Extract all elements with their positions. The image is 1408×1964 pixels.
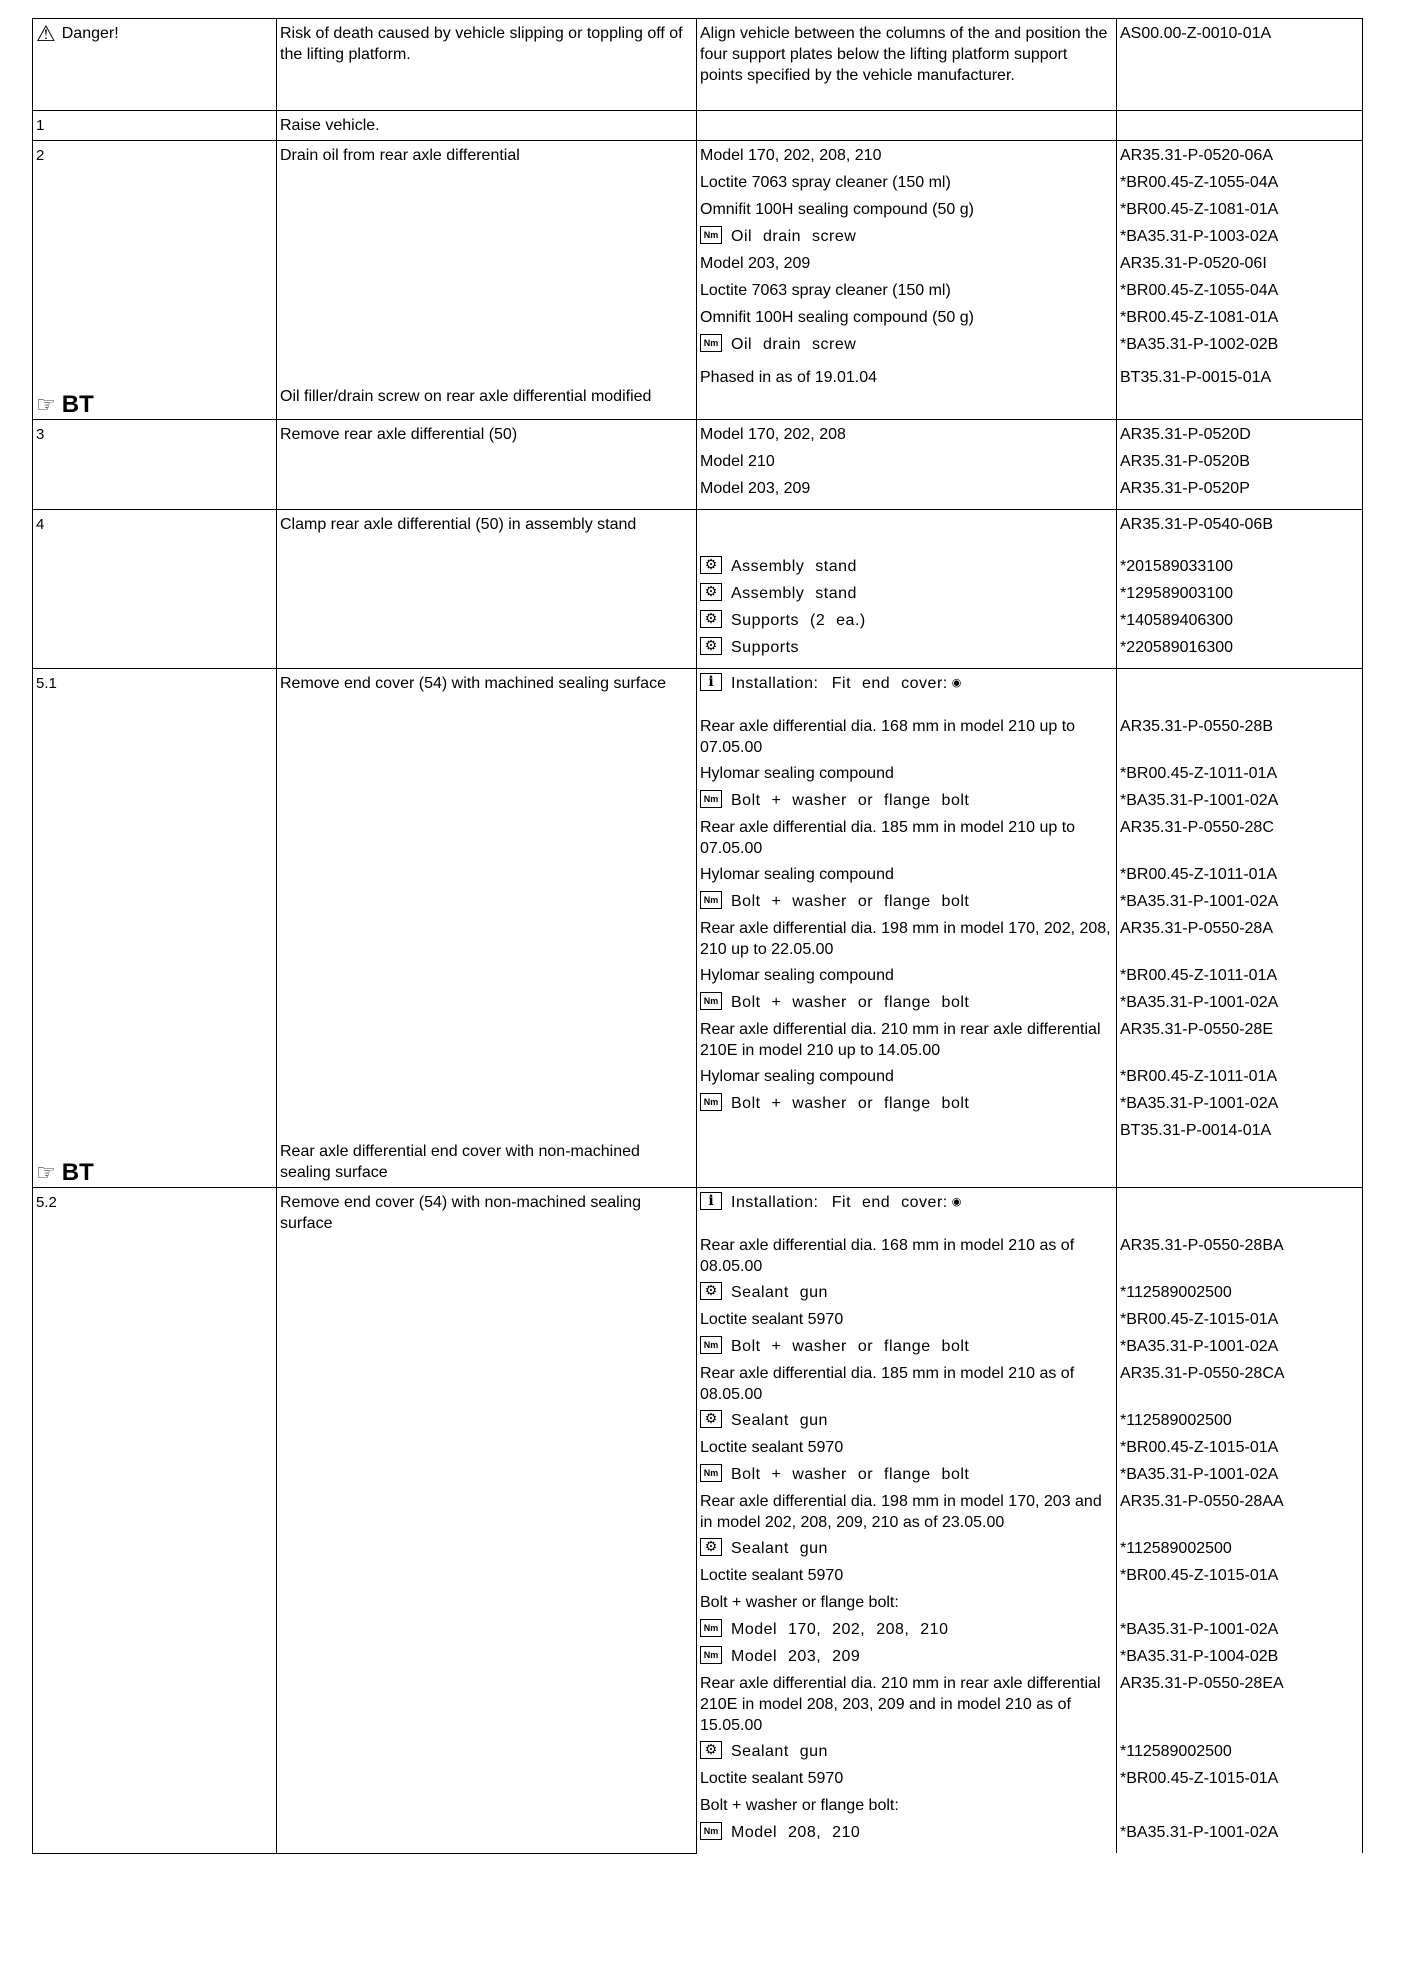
procedure-item bbox=[700, 1673, 1113, 1736]
item-text: Rear axle differential dia. 168 mm in model 210 up to 07.05.00 bbox=[700, 718, 1076, 756]
item-text: Hylomar sealing compound bbox=[700, 765, 894, 782]
item-text: Bolt + washer or flange bolt bbox=[731, 792, 970, 809]
bt-text: Oil filler/drain screw on rear axle differential modified bbox=[280, 388, 652, 405]
step-number: 5.1 bbox=[36, 675, 57, 692]
info-icon: i bbox=[700, 673, 722, 691]
procedure-item bbox=[700, 1363, 1113, 1405]
item-ref: *BR00.45-Z-1081-01A bbox=[1120, 201, 1279, 218]
item-ref: *112589002500 bbox=[1120, 1540, 1232, 1557]
item-ref: *BR00.45-Z-1011-01A bbox=[1120, 765, 1278, 782]
item-text: Rear axle differential dia. 185 mm in model 210 as of 08.05.00 bbox=[700, 1365, 1075, 1403]
item-ref: *BA35.31-P-1003-02A bbox=[1120, 228, 1279, 245]
step-action: Drain oil from rear axle differential bbox=[280, 147, 520, 164]
item-ref bbox=[1120, 1795, 1359, 1817]
item-ref: *BA35.31-P-1001-02A bbox=[1120, 994, 1279, 1011]
procedure-item bbox=[700, 1538, 1113, 1560]
procedure-item bbox=[700, 992, 1113, 1014]
bt-text: Rear axle differential end cover with non-machined sealing surface bbox=[280, 1143, 640, 1181]
item-text: Sealant gun bbox=[731, 1284, 828, 1301]
item-ref: AR35.31-P-0520P bbox=[1120, 480, 1250, 497]
item-ref: *112589002500 bbox=[1120, 1743, 1232, 1760]
item-ref: *BA35.31-P-1001-02A bbox=[1120, 1338, 1279, 1355]
procedure-item bbox=[700, 790, 1113, 812]
item-ref: *220589016300 bbox=[1120, 639, 1234, 656]
item-text: Bolt + washer or flange bolt bbox=[731, 893, 970, 910]
step-row-5-1 bbox=[33, 669, 1363, 1188]
step-row-2 bbox=[33, 141, 1363, 420]
item-ref bbox=[1120, 1592, 1359, 1614]
item-ref: *140589406300 bbox=[1120, 612, 1234, 629]
procedure-item bbox=[700, 1093, 1113, 1115]
procedure-item bbox=[700, 583, 1113, 605]
step-action: Raise vehicle. bbox=[277, 111, 697, 141]
danger-label: Danger! bbox=[61, 25, 119, 42]
item-ref: AR35.31-P-0520B bbox=[1120, 453, 1250, 470]
danger-ref: AS00.00-Z-0010-01A bbox=[1117, 19, 1363, 111]
bt-marker: ☞ BT bbox=[36, 391, 94, 418]
item-ref: AR35.31-P-0550-28AA bbox=[1120, 1493, 1284, 1510]
danger-instruction: Align vehicle between the columns of the and position the four support plates below the lifting platform support points specified by the vehicle manufacturer. bbox=[697, 19, 1117, 111]
step-row-4 bbox=[33, 510, 1363, 669]
item-text: Hylomar sealing compound bbox=[700, 967, 894, 984]
item-text: Sealant gun bbox=[731, 1540, 828, 1557]
item-ref: *112589002500 bbox=[1120, 1412, 1232, 1429]
danger-risk: Risk of death caused by vehicle slipping or toppling off of the lifting platform. bbox=[277, 19, 697, 111]
item-ref: AR35.31-P-0550-28CA bbox=[1120, 1365, 1285, 1382]
torque-icon: Nm bbox=[700, 1464, 722, 1482]
torque-icon: Nm bbox=[700, 891, 722, 909]
step-action: Remove rear axle differential (50) bbox=[277, 420, 697, 510]
item-text: Assembly stand bbox=[731, 585, 857, 602]
bt-ref: BT35.31-P-0014-01A bbox=[1120, 1122, 1272, 1139]
item-ref: *BR00.45-Z-1055-04A bbox=[1120, 282, 1279, 299]
item-ref: *BR00.45-Z-1011-01A bbox=[1120, 866, 1278, 883]
item-text: Rear axle differential dia. 198 mm in model 170, 202, 208, 210 up to 22.05.00 bbox=[700, 920, 1111, 958]
item-ref: *BR00.45-Z-1015-01A bbox=[1120, 1439, 1279, 1456]
procedure-item bbox=[700, 1619, 1113, 1641]
procedure-item bbox=[700, 965, 1113, 987]
item-text: Rear axle differential dia. 210 mm in rear axle differential 210E in model 210 up to 14.05.00 bbox=[700, 1021, 1101, 1059]
bt-marker: ☞ BT bbox=[36, 1159, 94, 1186]
procedure-item bbox=[700, 172, 1113, 194]
step-ref: AR35.31-P-0540-06B bbox=[1120, 516, 1273, 533]
step-number: 5.2 bbox=[33, 1188, 277, 1854]
procedure-item bbox=[700, 1795, 1113, 1817]
special-tool-icon: ⚙ bbox=[700, 1282, 722, 1300]
step-row-1 bbox=[33, 111, 1363, 141]
procedure-item bbox=[700, 1019, 1113, 1061]
item-text: Model 170, 202, 208 bbox=[700, 426, 846, 443]
item-text: Loctite sealant 5970 bbox=[700, 1439, 844, 1456]
danger-cell bbox=[33, 19, 277, 111]
procedure-item bbox=[700, 763, 1113, 785]
procedure-item bbox=[700, 280, 1113, 302]
procedure-item bbox=[700, 817, 1113, 859]
procedure-item bbox=[700, 1309, 1113, 1331]
step-number: 3 bbox=[33, 420, 277, 510]
procedure-item bbox=[700, 1822, 1113, 1844]
special-tool-icon: ⚙ bbox=[700, 1410, 722, 1428]
bullet-icon: ◉ bbox=[951, 1196, 962, 1208]
item-ref: *BA35.31-P-1001-02A bbox=[1120, 1621, 1279, 1638]
special-tool-icon: ⚙ bbox=[700, 583, 722, 601]
step-row-3 bbox=[33, 420, 1363, 510]
item-text: Oil drain screw bbox=[731, 228, 857, 245]
procedure-item bbox=[700, 1235, 1113, 1277]
item-ref: AR35.31-P-0520D bbox=[1120, 426, 1251, 443]
torque-icon: Nm bbox=[700, 226, 722, 244]
procedure-item bbox=[700, 716, 1113, 758]
item-text: Bolt + washer or flange bolt bbox=[731, 1338, 970, 1355]
procedure-item bbox=[700, 1336, 1113, 1358]
item-text: Omnifit 100H sealing compound (50 g) bbox=[700, 201, 974, 218]
item-text: Hylomar sealing compound bbox=[700, 866, 894, 883]
item-ref: AR35.31-P-0550-28A bbox=[1120, 920, 1273, 937]
item-text: Supports (2 ea.) bbox=[731, 612, 866, 629]
item-text: Omnifit 100H sealing compound (50 g) bbox=[700, 309, 974, 326]
procedure-item bbox=[700, 307, 1113, 329]
procedure-item bbox=[700, 451, 1113, 473]
repair-instructions-table bbox=[32, 18, 1363, 1854]
item-text: Model 170, 202, 208, 210 bbox=[700, 147, 882, 164]
item-text: Loctite sealant 5970 bbox=[700, 1770, 844, 1787]
item-ref: *BR00.45-Z-1015-01A bbox=[1120, 1311, 1279, 1328]
item-text: Model 203, 209 bbox=[700, 255, 811, 272]
installation-note: i Installation: Fit end cover: ◉ bbox=[700, 673, 1113, 695]
torque-icon: Nm bbox=[700, 790, 722, 808]
procedure-item bbox=[700, 199, 1113, 221]
item-text: Bolt + washer or flange bolt: bbox=[700, 1594, 899, 1611]
item-text: Model 203, 209 bbox=[731, 1648, 861, 1665]
step-row-5-2 bbox=[33, 1188, 1363, 1854]
procedure-item bbox=[700, 145, 1113, 167]
procedure-item bbox=[700, 1768, 1113, 1790]
special-tool-icon: ⚙ bbox=[700, 1538, 722, 1556]
item-text: Loctite sealant 5970 bbox=[700, 1311, 844, 1328]
item-ref: AR35.31-P-0520-06I bbox=[1120, 255, 1267, 272]
item-text: Model 170, 202, 208, 210 bbox=[731, 1621, 949, 1638]
procedure-item bbox=[700, 637, 1113, 659]
item-ref: *201589033100 bbox=[1120, 558, 1234, 575]
bullet-icon: ◉ bbox=[951, 677, 962, 689]
item-text: Supports bbox=[731, 639, 800, 656]
item-ref: AR35.31-P-0520-06A bbox=[1120, 147, 1273, 164]
item-ref: *BR00.45-Z-1081-01A bbox=[1120, 309, 1279, 326]
procedure-item bbox=[700, 334, 1113, 356]
item-ref: AR35.31-P-0550-28B bbox=[1120, 718, 1273, 735]
step-action: Remove end cover (54) with machined sealing surface bbox=[280, 675, 666, 692]
item-text: Rear axle differential dia. 198 mm in model 170, 203 and in model 202, 208, 209, 210 as of 23.05.00 bbox=[700, 1493, 1102, 1531]
bt-ref: BT35.31-P-0015-01A bbox=[1120, 369, 1272, 386]
item-text: Sealant gun bbox=[731, 1743, 828, 1760]
bt-info: Phased in as of 19.01.04 bbox=[700, 369, 878, 386]
torque-icon: Nm bbox=[700, 334, 722, 352]
procedure-item bbox=[700, 478, 1113, 500]
item-text: Loctite 7063 spray cleaner (150 ml) bbox=[700, 282, 951, 299]
item-ref: AR35.31-P-0550-28E bbox=[1120, 1021, 1273, 1038]
procedure-item bbox=[700, 1464, 1113, 1486]
item-text: Hylomar sealing compound bbox=[700, 1068, 894, 1085]
item-text: Loctite sealant 5970 bbox=[700, 1567, 844, 1584]
step-number: 4 bbox=[33, 510, 277, 669]
procedure-item bbox=[700, 891, 1113, 913]
procedure-item bbox=[700, 918, 1113, 960]
item-text: Assembly stand bbox=[731, 558, 857, 575]
danger-row bbox=[33, 19, 1363, 111]
item-ref: *BA35.31-P-1001-02A bbox=[1120, 1466, 1279, 1483]
item-text: Rear axle differential dia. 168 mm in model 210 as of 08.05.00 bbox=[700, 1237, 1075, 1275]
step-number: 2 bbox=[36, 147, 45, 164]
special-tool-icon: ⚙ bbox=[700, 1741, 722, 1759]
item-ref: *BA35.31-P-1002-02B bbox=[1120, 336, 1279, 353]
item-ref: *BA35.31-P-1001-02A bbox=[1120, 1095, 1279, 1112]
item-text: Rear axle differential dia. 185 mm in model 210 up to 07.05.00 bbox=[700, 819, 1076, 857]
special-tool-icon: ⚙ bbox=[700, 556, 722, 574]
info-icon: i bbox=[700, 1192, 722, 1210]
procedure-item bbox=[700, 424, 1113, 446]
procedure-item bbox=[700, 1437, 1113, 1459]
item-ref: *BR00.45-Z-1015-01A bbox=[1120, 1567, 1279, 1584]
step-action: Remove end cover (54) with non-machined sealing surface bbox=[277, 1188, 697, 1854]
torque-icon: Nm bbox=[700, 992, 722, 1010]
item-ref: *112589002500 bbox=[1120, 1284, 1232, 1301]
procedure-item bbox=[700, 1565, 1113, 1587]
special-tool-icon: ⚙ bbox=[700, 610, 722, 628]
procedure-item bbox=[700, 1491, 1113, 1533]
procedure-item bbox=[700, 226, 1113, 248]
item-text: Model 210 bbox=[700, 453, 775, 470]
item-ref: *BR00.45-Z-1055-04A bbox=[1120, 174, 1279, 191]
torque-icon: Nm bbox=[700, 1619, 722, 1637]
item-text: Bolt + washer or flange bolt: bbox=[700, 1797, 899, 1814]
installation-note: i Installation: Fit end cover: ◉ bbox=[700, 1192, 1113, 1214]
special-tool-icon: ⚙ bbox=[700, 637, 722, 655]
item-text: Bolt + washer or flange bolt bbox=[731, 1095, 970, 1112]
item-ref: AR35.31-P-0550-28C bbox=[1120, 819, 1274, 836]
item-ref: *BA35.31-P-1004-02B bbox=[1120, 1648, 1279, 1665]
torque-icon: Nm bbox=[700, 1822, 722, 1840]
procedure-item bbox=[700, 556, 1113, 578]
item-text: Bolt + washer or flange bolt bbox=[731, 1466, 970, 1483]
item-text: Sealant gun bbox=[731, 1412, 828, 1429]
hand-pointer-icon: ☞ bbox=[36, 1160, 56, 1185]
item-ref: AR35.31-P-0550-28EA bbox=[1120, 1675, 1284, 1692]
torque-icon: Nm bbox=[700, 1646, 722, 1664]
torque-icon: Nm bbox=[700, 1093, 722, 1111]
procedure-item bbox=[700, 1410, 1113, 1432]
item-ref: *129589003100 bbox=[1120, 585, 1234, 602]
procedure-item bbox=[700, 253, 1113, 275]
item-ref: *BA35.31-P-1001-02A bbox=[1120, 893, 1279, 910]
item-text: Loctite 7063 spray cleaner (150 ml) bbox=[700, 174, 951, 191]
item-text: Model 208, 210 bbox=[731, 1824, 861, 1841]
item-ref: *BA35.31-P-1001-02A bbox=[1120, 792, 1279, 809]
item-text: Rear axle differential dia. 210 mm in rear axle differential 210E in model 208, 203, 209 and in model 210 as of 15.05.00 bbox=[700, 1675, 1101, 1734]
procedure-item bbox=[700, 864, 1113, 886]
step-action: Clamp rear axle differential (50) in assembly stand bbox=[277, 510, 697, 669]
hand-pointer-icon: ☞ bbox=[36, 392, 56, 417]
procedure-item bbox=[700, 610, 1113, 632]
item-ref: *BR00.45-Z-1011-01A bbox=[1120, 1068, 1278, 1085]
procedure-item bbox=[700, 1646, 1113, 1668]
torque-icon: Nm bbox=[700, 1336, 722, 1354]
procedure-item bbox=[700, 1282, 1113, 1304]
procedure-item bbox=[700, 1066, 1113, 1088]
item-text: Oil drain screw bbox=[731, 336, 857, 353]
item-ref: AR35.31-P-0550-28BA bbox=[1120, 1237, 1284, 1254]
item-ref: *BR00.45-Z-1011-01A bbox=[1120, 967, 1278, 984]
item-ref: *BR00.45-Z-1015-01A bbox=[1120, 1770, 1279, 1787]
item-text: Bolt + washer or flange bolt bbox=[731, 994, 970, 1011]
step-number: 1 bbox=[33, 111, 277, 141]
procedure-item bbox=[700, 1592, 1113, 1614]
procedure-item bbox=[700, 1741, 1113, 1763]
warning-triangle-icon: ⚠ bbox=[36, 21, 56, 46]
item-text: Model 203, 209 bbox=[700, 480, 811, 497]
item-ref: *BA35.31-P-1001-02A bbox=[1120, 1824, 1279, 1841]
